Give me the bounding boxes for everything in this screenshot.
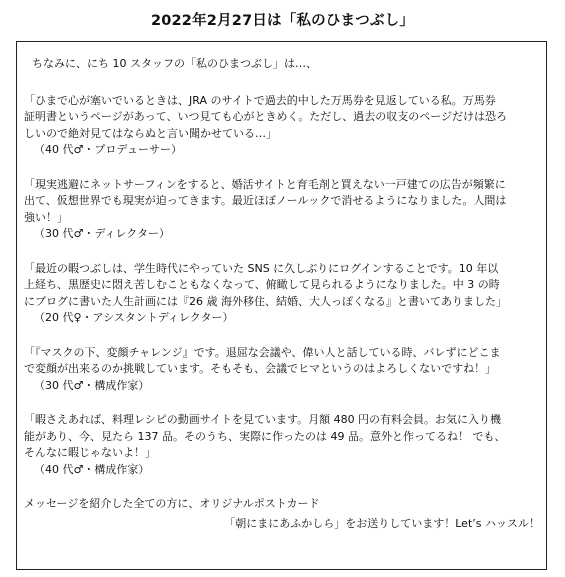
- intro-text: ちなみに、にち 10 スタッフの「私のひまつぶし」は…、: [32, 57, 317, 70]
- staff-message: [24, 261, 544, 327]
- message-attribution: （40 代♂・プロデューサー）: [34, 143, 183, 156]
- message-line: しいので絶対見てはならぬと言い聞かせている…」: [24, 126, 277, 140]
- message-line: 証明書というページがあって、いつ見ても心がときめく。ただし、過去の収支のページだけは恐ろ: [24, 110, 508, 123]
- message-line: 「『マスクの下、変顔チャレンジ』です。退屈な会議や、偉い人と話している時、バレずにどこま: [24, 345, 501, 359]
- message-line: 「現実逃避にネットサーフィンをすると、婚活サイトと育毛剤と買えない一戸建ての広告が頻繁に: [24, 177, 506, 191]
- message-attribution: （20 代♀・アシスタントディレクター）: [34, 311, 234, 324]
- staff-message: [24, 345, 544, 395]
- message-attribution: （30 代♂・構成作家）: [34, 378, 150, 392]
- message-line: 上経ち、黒歴史に悶え苦しむこともなくなって、俯瞰して見られるようになりました。中 3 の時: [24, 278, 500, 291]
- message-line: 「最近の暇つぶしは、学生時代にやっていた SNS に久しぶりにログインすることです。10 年以: [24, 261, 499, 275]
- content-body: [24, 56, 544, 532]
- message-line: 「暇さえあれば、料理レシピの動画サイトを見ています。月額 480 円の有料会員。お気に入り機: [24, 413, 502, 426]
- message-line: そんなに暇じゃないよ！」: [24, 446, 156, 459]
- message-line: 出て、仮想世界でも現実が迫ってきます。最近ほぼノールックで消せるようになりました。人間は: [24, 194, 507, 207]
- message-line: にブログに書いた人生計画には『26 歳 海外移住、結婚、大人っぽくなる』と書いてありました」: [24, 294, 507, 308]
- staff-message: [24, 412, 544, 478]
- message-line: 「ひまで心が塞いでいるときは、JRA のサイトで過去的中した万馬券を見返している私。万馬券: [24, 93, 496, 107]
- message-line: 能があり、今、見たら 137 品。そのうち、実際に作ったのは 49 品。意外と作ってるね！ でも、: [24, 429, 506, 443]
- footer-note: 「朝にまにあふかしら」をお送りしています！Let’s ハッスル！: [224, 516, 540, 530]
- footer-note: メッセージを紹介した全ての方に、オリジナルポストカード: [24, 497, 320, 510]
- message-line: で変顔が出来るのか挑戦しています。そもそも、会議でヒマというのはよろしくないですね！」: [24, 362, 497, 375]
- page-title: 2022年2月27日は「私のひまつぶし」: [150, 13, 415, 29]
- staff-message: [24, 177, 544, 243]
- staff-message: [24, 93, 544, 159]
- message-attribution: （30 代♂・ディレクター）: [34, 227, 171, 240]
- message-line: 強い！」: [24, 210, 68, 224]
- message-attribution: （40 代♂・構成作家）: [34, 462, 150, 476]
